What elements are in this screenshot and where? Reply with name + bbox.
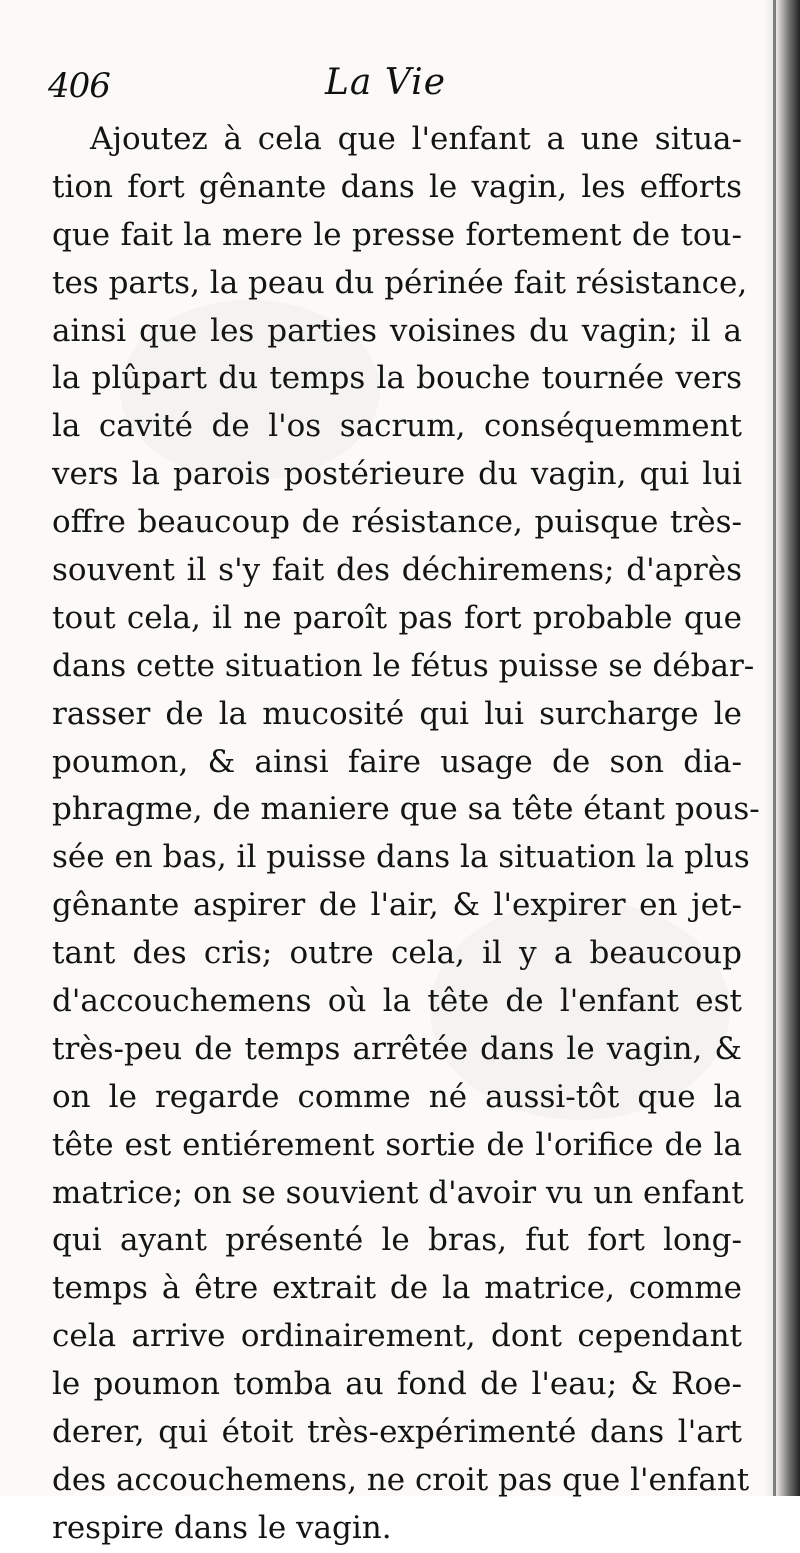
- text-line: la cavité de l'os sacrum, conséquemment: [52, 408, 742, 445]
- text-line: que fait la mere le presse fortement de tou-: [52, 216, 742, 253]
- text-line: respire dans le vagin.: [52, 1509, 392, 1546]
- text-line: derer, qui étoit très-expérimenté dans l'art: [52, 1414, 742, 1451]
- text-line: matrice; on se souvient d'avoir vu un enfant: [52, 1174, 744, 1211]
- text-line: tion fort gênante dans le vagin, les efforts: [52, 168, 742, 205]
- text-line: d'accouchemens où la tête de l'enfant est: [52, 983, 742, 1020]
- running-head: La Vie: [325, 62, 446, 103]
- text-line: tête est entiérement sortie de l'orifice de la: [52, 1126, 742, 1163]
- text-line: poumon, & ainsi faire usage de son dia-: [52, 743, 742, 780]
- text-line: phragme, de maniere que sa tête étant pous-: [52, 791, 760, 828]
- text-line: souvent il s'y fait des déchiremens; d'après: [52, 552, 742, 589]
- body-text: [52, 116, 760, 1553]
- binding-shadow: [764, 0, 800, 1496]
- text-line: qui ayant présenté le bras, fut fort long-: [52, 1222, 742, 1259]
- text-line: vers la parois postérieure du vagin, qui lui: [52, 456, 742, 493]
- text-line: cela arrive ordinairement, dont cependant: [52, 1318, 742, 1355]
- text-line: tout cela, il ne paroît pas fort probable que: [52, 599, 742, 636]
- text-line: Ajoutez à cela que l'enfant a une situa-: [90, 121, 742, 157]
- text-line: ainsi que les parties voisines du vagin; il a: [52, 312, 742, 349]
- text-line: on le regarde comme né aussi-tôt que la: [52, 1078, 742, 1115]
- text-line: sée en bas, il puisse dans la situation la plus: [52, 839, 750, 876]
- page-header: [40, 62, 760, 112]
- text-line: offre beaucoup de résistance, puisque très-: [52, 504, 742, 541]
- text-line: dans cette situation le fétus puisse se débar-: [52, 647, 755, 684]
- text-line: le poumon tomba au fond de l'eau; & Roe-: [52, 1366, 742, 1403]
- text-line: très-peu de temps arrêtée dans le vagin, &: [52, 1030, 742, 1067]
- page-number: 406: [48, 66, 110, 106]
- text-line: rasser de la mucosité qui lui surcharge le: [52, 695, 742, 732]
- text-line: tes parts, la peau du périnée fait résistance,: [52, 264, 748, 301]
- text-line: des accouchemens, ne croit pas que l'enfant: [52, 1461, 750, 1498]
- text-line: tant des cris; outre cela, il y a beaucoup: [52, 935, 742, 972]
- text-line: temps à être extrait de la matrice, comme: [52, 1270, 742, 1307]
- text-line: gênante aspirer de l'air, & l'expirer en jet-: [52, 887, 742, 924]
- text-line: la plûpart du temps la bouche tournée vers: [52, 360, 742, 397]
